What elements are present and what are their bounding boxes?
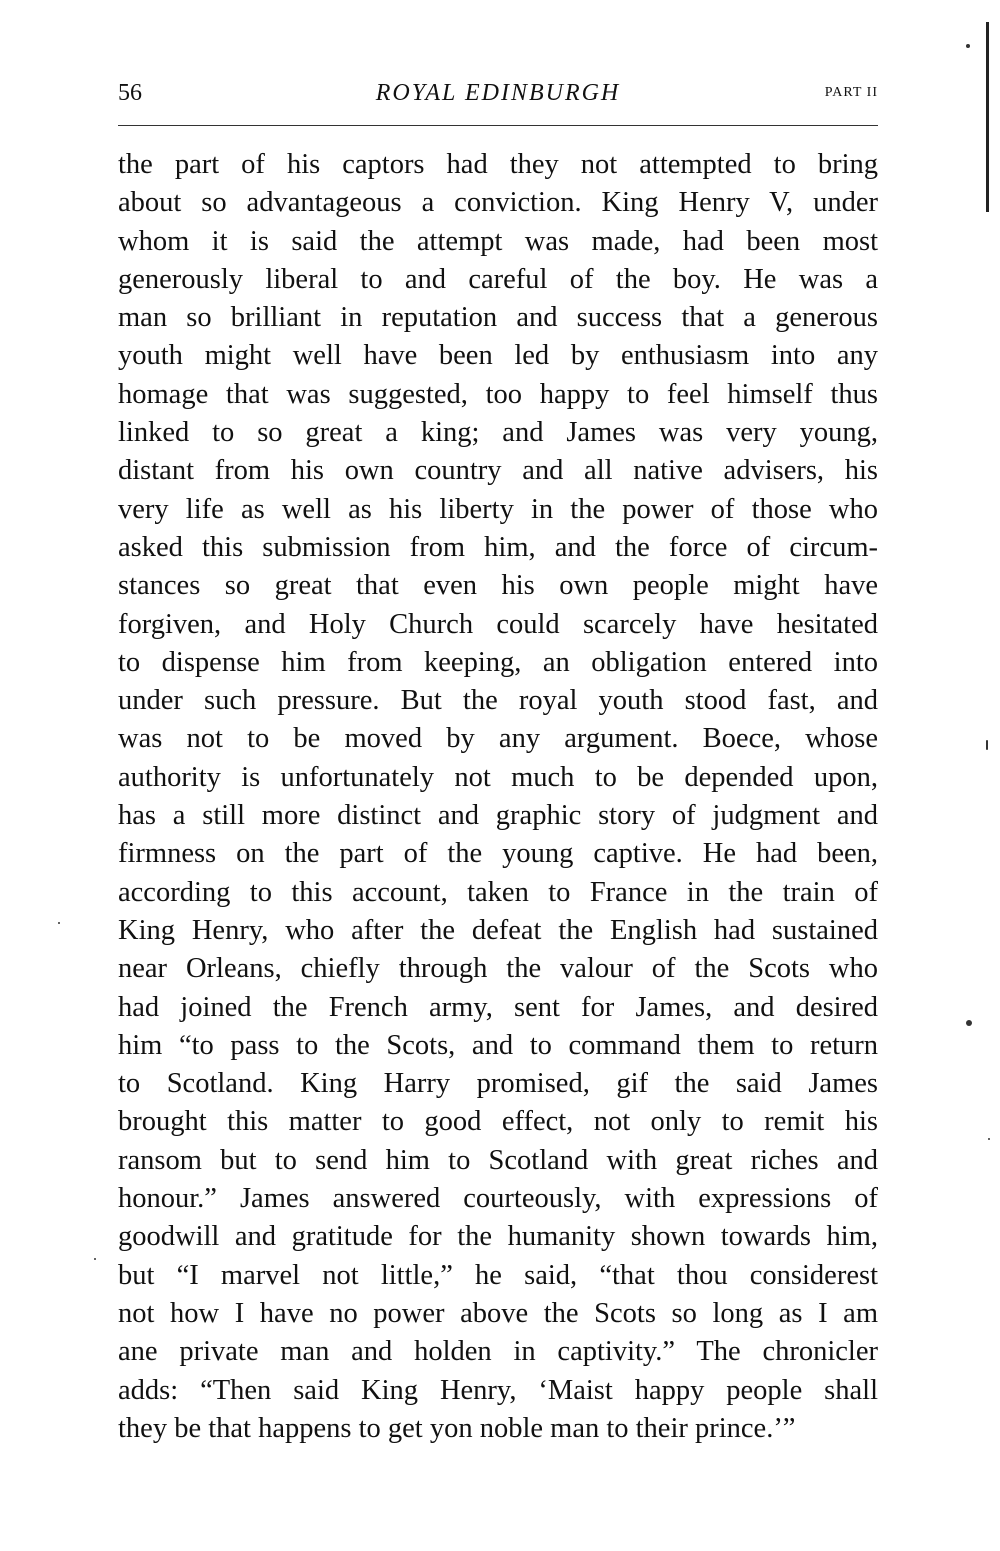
scan-speck: [58, 922, 60, 924]
text-line: asked this submission from him, and the force of circum-: [118, 531, 878, 563]
text-line: him “to pass to the Scots, and to command them to return: [118, 1029, 878, 1061]
text-line: honour.” James answered courteously, with expressions of: [118, 1183, 878, 1215]
text-line: ane private man and holden in captivity.” The chronicler: [118, 1336, 878, 1368]
text-line: but “I marvel not little,” he said, “that thou considerest: [118, 1259, 878, 1291]
text-line: distant from his own country and all native advisers, his: [118, 455, 878, 487]
text-line: whom it is said the attempt was made, had been most: [118, 225, 878, 257]
text-line: under such pressure. But the royal youth stood fast, and: [118, 685, 878, 717]
text-line: the part of his captors had they not attempted to bring: [118, 149, 878, 180]
text-line: to Scotland. King Harry promised, gif the said James: [118, 1068, 878, 1100]
text-line: King Henry, who after the defeat the English had sustained: [118, 914, 878, 946]
text-line: homage that was suggested, too happy to feel himself thus: [118, 378, 878, 410]
page-number: 56: [118, 80, 142, 106]
text-line: authority is unfortunately not much to be depended upon,: [118, 761, 878, 793]
text-line: brought this matter to good effect, not only to remit his: [118, 1106, 878, 1138]
text-line: very life as well as his liberty in the power of those who: [118, 493, 878, 525]
text-line: ransom but to send him to Scotland with great riches and: [118, 1144, 878, 1176]
text-line: was not to be moved by any argument. Boece, whose: [118, 723, 878, 755]
text-line: to dispense him from keeping, an obligation entered into: [118, 646, 878, 678]
text-line: man so brilliant in reputation and success that a generous: [118, 302, 878, 334]
text-line: not how I have no power above the Scots so long as I am: [118, 1297, 878, 1329]
text-line: generously liberal to and careful of the boy. He was a: [118, 263, 878, 295]
scan-speck: [966, 44, 970, 48]
body-text: [118, 146, 878, 1448]
text-line: linked to so great a king; and James was very young,: [118, 417, 878, 449]
text-line: forgiven, and Holy Church could scarcely have hesitated: [118, 608, 878, 640]
page-header: [118, 80, 878, 114]
text-line: had joined the French army, sent for James, and desired: [118, 991, 878, 1023]
text-line: near Orleans, chiefly through the valour of the Scots who: [118, 953, 878, 985]
header-rule: [118, 125, 878, 126]
text-line: goodwill and gratitude for the humanity shown towards him,: [118, 1221, 878, 1253]
text-line: about so advantageous a conviction. King Henry V, under: [118, 187, 878, 219]
scan-speck: [988, 1138, 990, 1140]
text-line: youth might well have been led by enthusiasm into any: [118, 340, 878, 372]
text-line: they be that happens to get yon noble man to their prince.’”: [118, 1412, 796, 1444]
scan-speck: [986, 740, 988, 750]
text-line: according to this account, taken to France in the train of: [118, 876, 878, 908]
text-line: adds: “Then said King Henry, ‘Maist happy people shall: [118, 1374, 878, 1406]
scan-edge-mark: [986, 22, 989, 212]
part-label: PART II: [824, 85, 878, 100]
text-line: firmness on the part of the young captive. He had been,: [118, 838, 878, 870]
running-title: ROYAL EDINBURGH: [375, 80, 621, 106]
scan-speck: [94, 1258, 96, 1260]
scan-speck: [966, 1020, 972, 1026]
text-line: has a still more distinct and graphic story of judgment and: [118, 800, 878, 832]
text-line: stances so great that even his own people might have: [118, 570, 878, 602]
